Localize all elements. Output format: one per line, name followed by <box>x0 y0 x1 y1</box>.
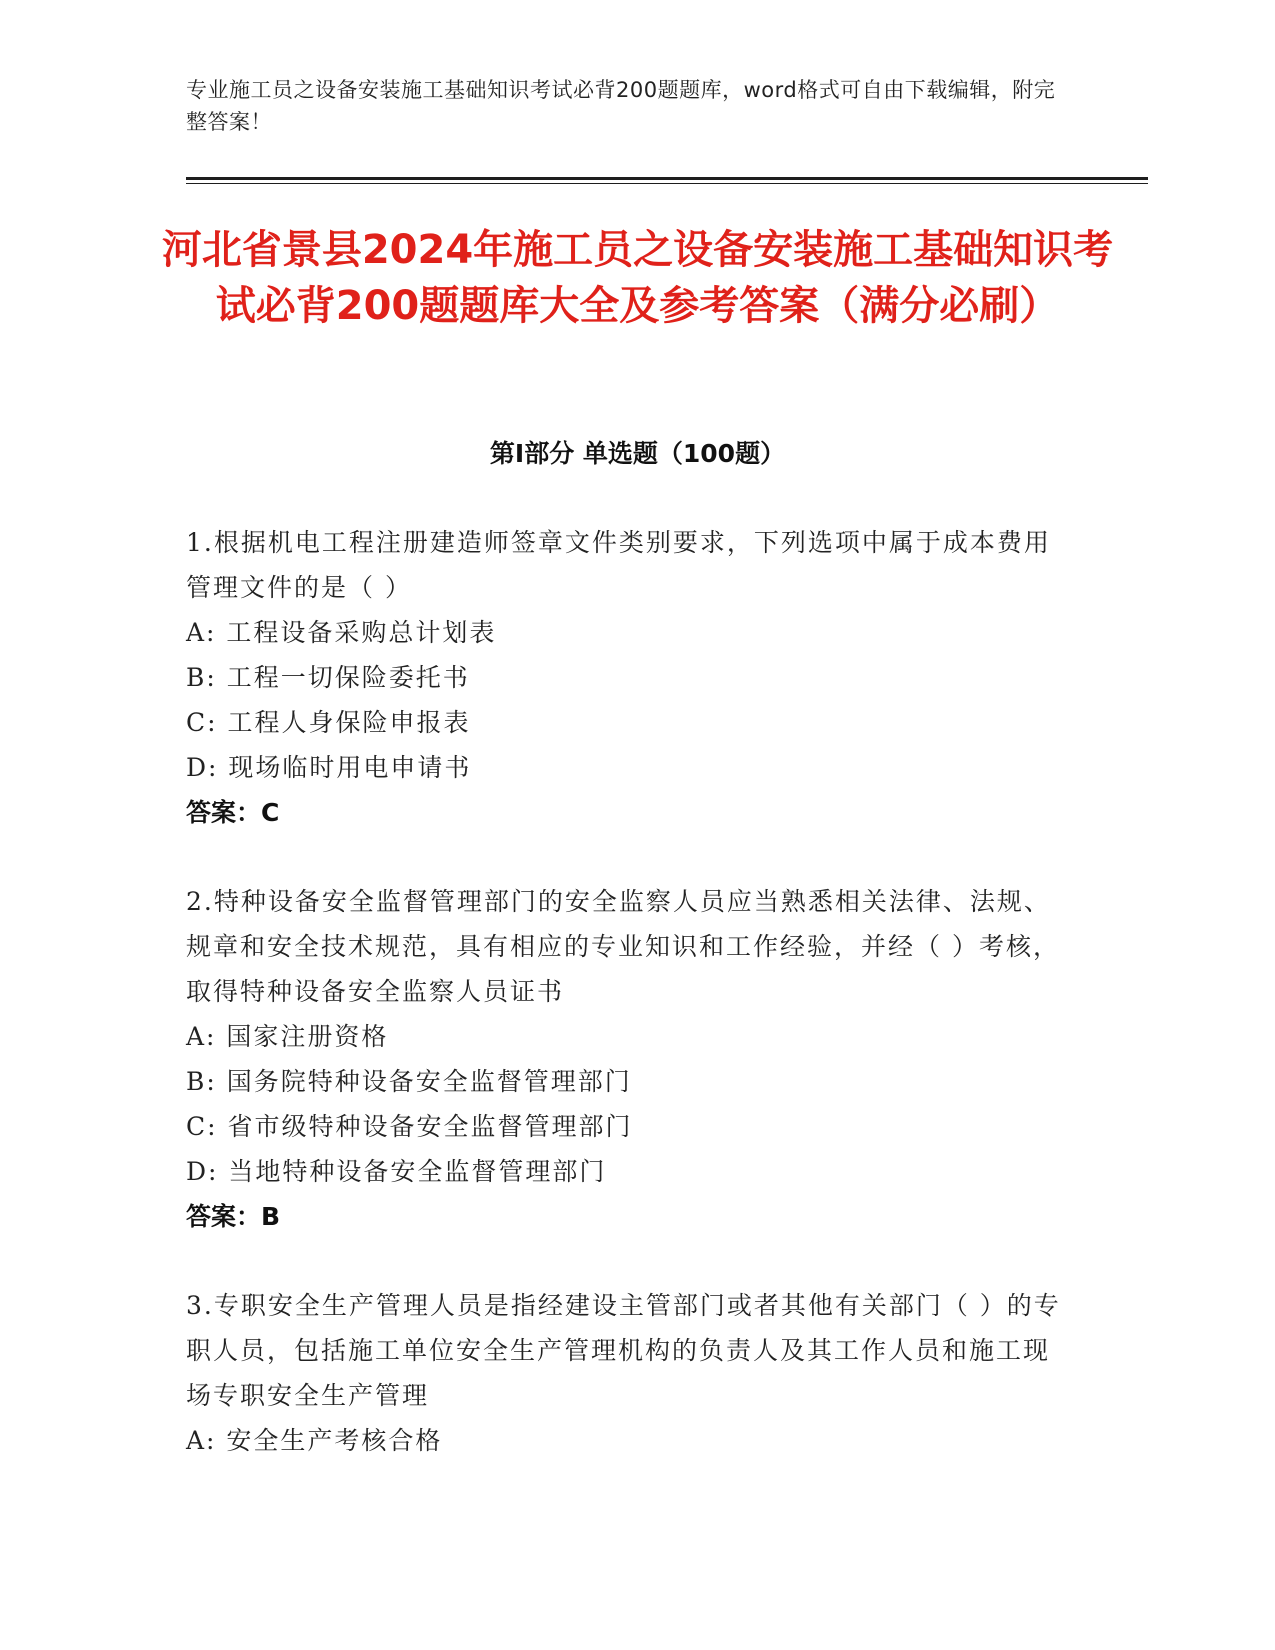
option-a: A: 安全生产考核合格 <box>186 1426 443 1455</box>
answer-line: 答案：B <box>186 1202 281 1231</box>
question-3 <box>186 1283 1066 1463</box>
question-text: 3.专职安全生产管理人员是指经建设主管部门或者其他有关部门（ ）的专职人员，包括施工单位安全生产管理机构的负责人及其工作人员和施工现场专职安全生产管理 <box>186 1291 1061 1410</box>
option-b: B: 工程一切保险委托书 <box>186 663 470 692</box>
document-title: 河北省景县2024年施工员之设备安装施工基础知识考试必背200题题库大全及参考答案（满分必刷） <box>161 227 1114 329</box>
option-c: C: 工程人身保险申报表 <box>186 708 471 737</box>
option-d: D: 现场临时用电申请书 <box>186 753 472 782</box>
option-b: B: 国务院特种设备安全监督管理部门 <box>186 1067 632 1096</box>
question-text: 2.特种设备安全监督管理部门的安全监察人员应当熟悉相关法律、法规、规章和安全技术规范，具有相应的专业知识和工作经验，并经（ ）考核，取得特种设备安全监察人员证书 <box>186 887 1060 1006</box>
header-divider-thin <box>186 183 1148 184</box>
option-a: A: 工程设备采购总计划表 <box>186 618 497 647</box>
answer-line: 答案：C <box>186 798 280 827</box>
header-note: 专业施工员之设备安装施工基础知识考试必背200题题库，word格式可自由下载编辑，附完整答案！ <box>186 78 1056 134</box>
question-list <box>186 520 1066 1506</box>
option-c: C: 省市级特种设备安全监督管理部门 <box>186 1112 633 1141</box>
header-divider-thick <box>186 177 1148 180</box>
question-1 <box>186 520 1066 836</box>
option-a: A: 国家注册资格 <box>186 1022 389 1051</box>
question-2 <box>186 879 1066 1240</box>
option-d: D: 当地特种设备安全监督管理部门 <box>186 1157 607 1186</box>
section-title: 第Ⅰ部分 单选题（100题） <box>489 439 786 468</box>
question-text: 1.根据机电工程注册建造师签章文件类别要求，下列选项中属于成本费用管理文件的是（ ） <box>186 528 1051 602</box>
